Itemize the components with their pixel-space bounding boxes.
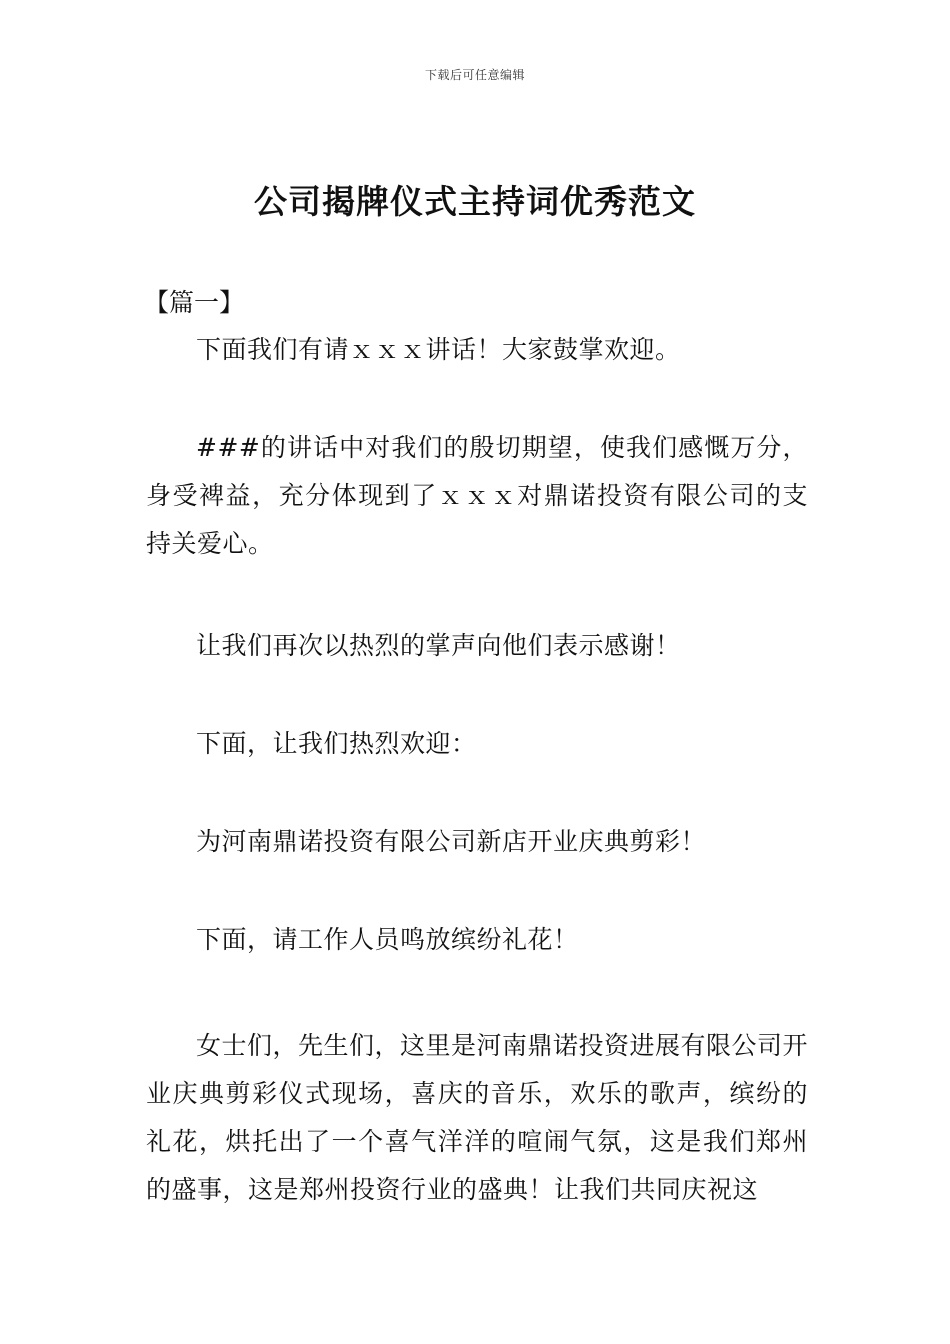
section-label: 【篇一】 (144, 288, 245, 317)
paragraph: 女士们，先生们，这里是河南鼎诺投资进展有限公司开业庆典剪彩仪式现场，喜庆的音乐，欢乐的歌声，缤纷的礼花，烘托出了一个喜气洋洋的喧闹气氛，这是我们郑州的盛事，这是郑州投资行业的盛典！让我们共同庆祝这 (146, 1031, 809, 1204)
paragraph: 下面，请工作人员鸣放缤纷礼花！ (196, 925, 579, 954)
paragraph: ###的讲话中对我们的殷切期望，使我们感慨万分，身受裨益，充分体现到了ｘｘｘ对鼎诺投资有限公司的支持关爱心。 (146, 433, 808, 558)
paragraph: 让我们再次以热烈的掌声向他们表示感谢！ (196, 631, 681, 660)
paragraph: 为河南鼎诺投资有限公司新店开业庆典剪彩！ (196, 827, 707, 856)
paragraph: 下面，让我们热烈欢迎： (196, 729, 477, 758)
paragraph: 下面我们有请ｘｘｘ讲话！大家鼓掌欢迎。 (196, 335, 681, 364)
header-note: 下载后可任意编辑 (424, 68, 525, 82)
document-title: 公司揭牌仪式主持词优秀范文 (254, 182, 696, 221)
